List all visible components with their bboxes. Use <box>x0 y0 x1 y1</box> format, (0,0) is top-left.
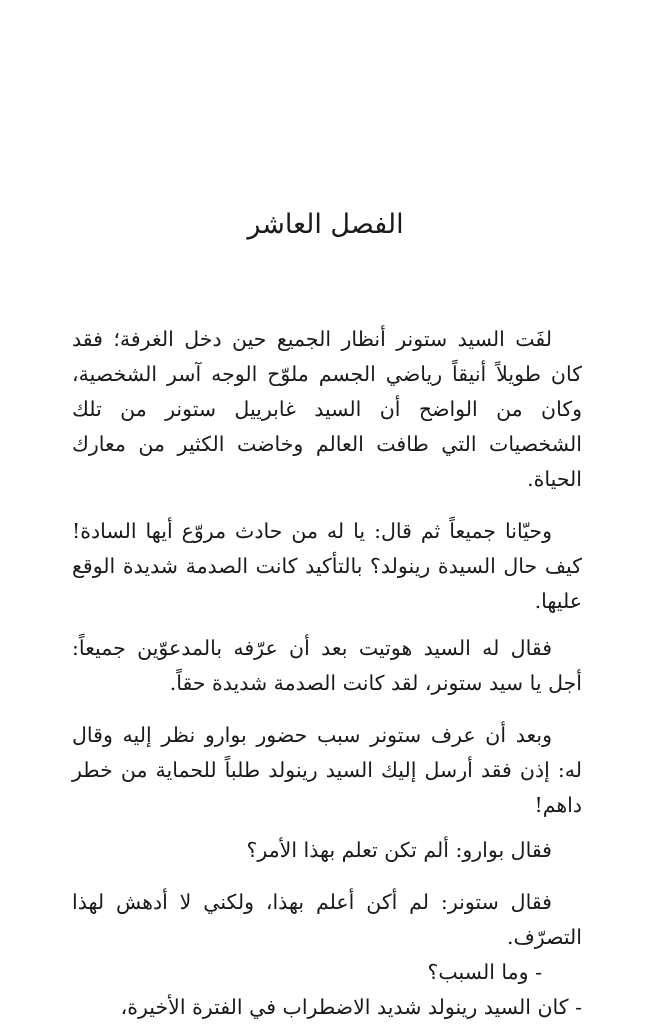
dialogue-line: - كان السيد رينولد شديد الاضطراب في الفترة الأخيرة، <box>120 995 582 1019</box>
paragraph: فقال ستونر: لم أكن أعلم بهذا، ولكني لا أدهش لهذا التصرّف. <box>72 890 582 949</box>
chapter-title: الفصل العاشر <box>247 209 404 240</box>
dialogue-line: - وما السبب؟ <box>427 960 542 984</box>
paragraph: لفَت السيد ستونر أنظار الجميع حين دخل الغرفة؛ فقد كان طويلاً أنيقاً رياضي الجسم ملوّح الوجه آسر الشخصية، وكان من الواضح أن السيد غابرييل ستونر من تلك الشخصيات التي طافت العالم وخاضت الكثير من معارك الحياة. <box>72 327 582 491</box>
chapter-body <box>72 322 582 1025</box>
paragraph: وحيّانا جميعاً ثم قال: يا له من حادث مروّع أيها السادة! كيف حال السيدة رينولد؟ بالتأكيد كانت الصدمة شديدة الوقع عليها. <box>72 519 582 613</box>
paragraph: فقال له السيد هوتيت بعد أن عرّفه بالمدعوّين جميعاً: أجل يا سيد ستونر، لقد كانت الصدمة شديدة حقاً. <box>72 636 582 695</box>
paragraph: فقال بوارو: ألم تكن تعلم بهذا الأمر؟ <box>246 838 552 862</box>
paragraph: وبعد أن عرف ستونر سبب حضور بوارو نظر إليه وقال له: إذن فقد أرسل إليك السيد رينولد طلباً للحماية من خطر داهم! <box>72 723 582 817</box>
